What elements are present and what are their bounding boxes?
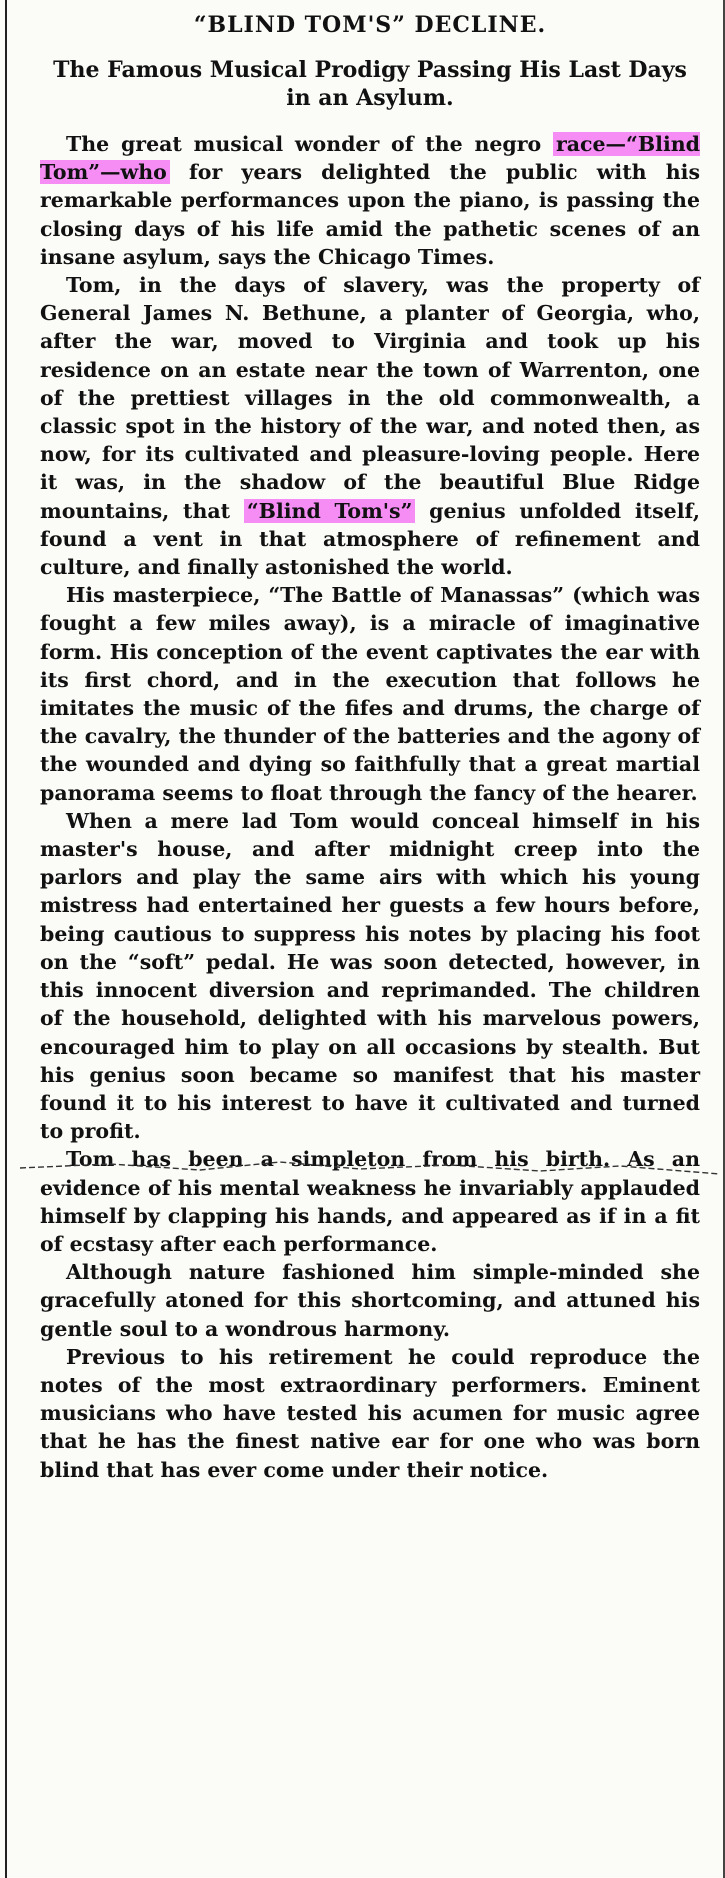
highlighted-phrase-blind-toms: “Blind Tom's” <box>244 499 416 523</box>
paragraph-2-text-end: genius unfolded itself, found a vent in that atmosphere of refinement and culture, and finally astonished the world. <box>40 498 700 580</box>
highlighted-phrase-blind-tom: race—“Blind Tom”—who <box>40 132 700 185</box>
subheadline: The Famous Musical Prodigy Passing His Last Days in an Asylum. <box>53 57 687 111</box>
paragraph-7: Previous to his retirement he could reproduce the notes of the most extraordinary performers. Eminent musicians who have tested his acumen for music agree that he has the finest native ear for one who was born blind that has ever come under their notice. <box>40 1344 700 1482</box>
paragraph-6: Although nature fashioned him simple-minded she gracefully atoned for this shortcoming, and attuned his gentle soul to a wondrous harmony. <box>40 1260 700 1341</box>
article <box>40 12 700 1484</box>
paragraph-1-text-end: for years delighted the public with his remarkable performances upon the piano, is passing the closing days of his life amid the pathetic scenes of an insane asylum, says the Chicago Times. <box>40 160 700 269</box>
paragraph-1 <box>40 130 700 271</box>
paper-tear-line <box>20 1156 720 1186</box>
headline: “BLIND TOM'S” DECLINE. <box>193 12 547 38</box>
paragraph-3: His masterpiece, “The Battle of Manassas” (which was fought a few miles away), is a miracle of imaginative form. His conception of the event captivates the ear with its first chord, and in the execution that follows he imitates the music of the fifes and drums, the charge of the cavalry, the thunder of the batteries and the agony of the wounded and dying so faithfully that a great martial panorama seems to float through the fancy of the hearer. <box>40 583 700 805</box>
paragraph-4: When a mere lad Tom would conceal himself in his master's house, and after midnight creep into the parlors and play the same airs with which his young mistress had entertained her guests a few hours before, being cautious to suppress his notes by placing his foot on the “soft” pedal. He was soon detected, however, in this innocent diversion and reprimanded. The children of the household, delighted with his marvelous powers, encouraged him to play on all occasions by stealth. But his genius soon became so manifest that his master found it to his interest to have it cultivated and turned to profit. <box>40 808 700 1144</box>
paragraph-5: Tom has been a simpleton from his birth. As an evidence of his mental weakness he invariably applauded himself by clapping his hands, and appeared as if in a fit of ecstasy after each performance. <box>40 1147 700 1256</box>
column-rule-left <box>5 0 7 1878</box>
paragraph-2 <box>40 271 700 581</box>
paragraph-1-text-start: The great musical wonder of the negro <box>66 132 553 156</box>
paragraph-2-text-start: Tom, in the days of slavery, was the property of General James N. Bethune, a planter of Georgia, who, after the war, moved to Virginia and took up his residence on an estate near the town of Warrenton, one of the prettiest villages in the old commonwealth, a classic spot in the history of the war, and noted then, as now, for its cultivated and pleasure-loving people. Here it was, in the shadow of the beautiful Blue Ridge mountains, that <box>40 273 700 523</box>
